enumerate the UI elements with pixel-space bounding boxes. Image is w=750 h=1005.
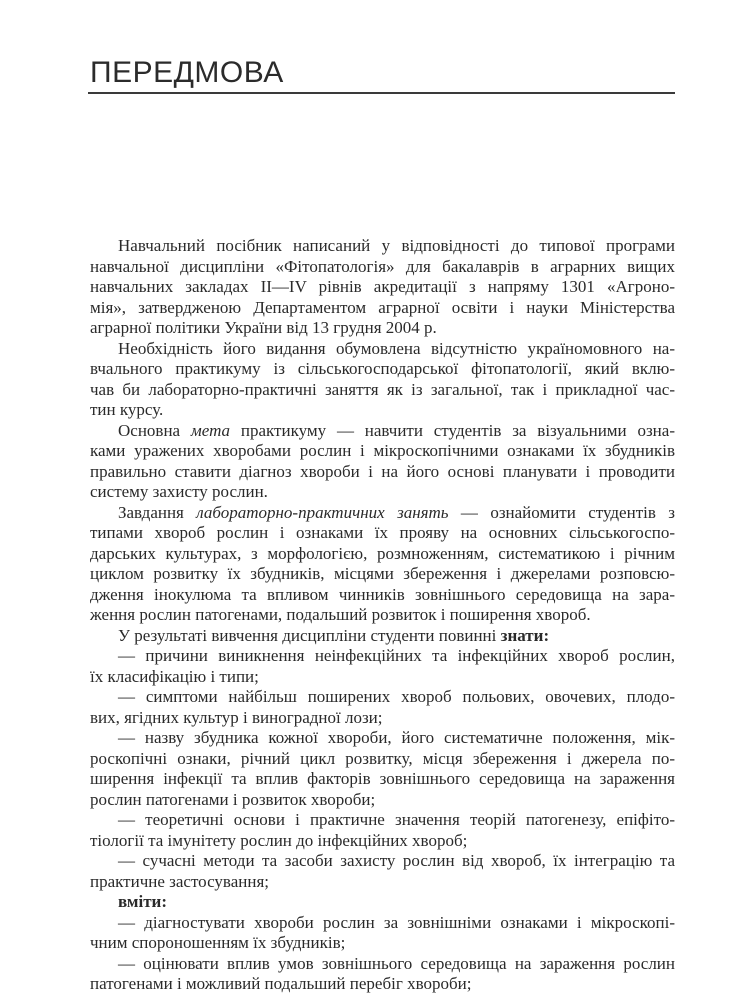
text-line: роскопічні ознаки, річний цикл розвитку, місця збереження і джерела по- bbox=[90, 748, 675, 768]
text-run: Основна bbox=[118, 420, 191, 440]
be-able-heading bbox=[90, 892, 675, 913]
page-title: ПЕРЕДМОВА bbox=[90, 56, 284, 89]
text-line: — діагностувати хвороби рослин за зовнішніми ознаками і мікроскопі- bbox=[118, 912, 675, 932]
text-line: вих, ягідних культур і виноградної лози; bbox=[90, 707, 383, 727]
text-line: Необхідність його видання обумовлена відсутністю україномовного на- bbox=[118, 338, 675, 358]
text-line: правильно ставити діагноз хвороби і на його основі планувати і проводити bbox=[90, 461, 675, 481]
list-item bbox=[90, 646, 675, 687]
list-item bbox=[90, 728, 675, 810]
text-run: — ознайомити студентів з bbox=[448, 502, 675, 522]
text-line: тіології та імунітету рослин до інфекційних хвороб; bbox=[90, 830, 468, 850]
text-line: систему захисту рослин. bbox=[90, 482, 268, 501]
paragraph-goal bbox=[90, 421, 675, 503]
paragraph-necessity bbox=[90, 339, 675, 421]
text-line: — симптоми найбільш поширених хвороб польових, овочевих, плодо- bbox=[118, 687, 675, 706]
text-line: ширення інфекції та вплив факторів зовнішнього середовища на зараження bbox=[90, 769, 675, 788]
paragraph-results bbox=[90, 626, 675, 647]
know-list bbox=[90, 646, 675, 892]
list-item bbox=[90, 851, 675, 892]
text-run: У результаті вивчення дисципліни студенти повинні bbox=[118, 625, 501, 645]
text-line: чав би лабораторно-практичні заняття як із загальної, так і прикладної час- bbox=[90, 379, 675, 399]
list-item bbox=[90, 810, 675, 851]
text-run: Завдання bbox=[118, 502, 197, 522]
text-line: дарських культурах, з морфологією, розмноженням, систематикою і річним bbox=[90, 543, 675, 563]
text-line: мія», затвердженою Департаментом аграрної освіти і науки Міністерства bbox=[90, 297, 675, 317]
text-line bbox=[90, 421, 675, 442]
text-line: циклом розвитку їх збудників, місцями збереження і джерелами розповсю- bbox=[90, 564, 675, 583]
bold-be-able-label: вміти: bbox=[118, 892, 167, 911]
text-line: Навчальний посібник написаний у відповідності до типової програми bbox=[118, 236, 675, 255]
text-line: патогенами і можливий подальший перебіг хвороби; bbox=[90, 974, 472, 993]
text-line: типами хвороб рослин і ознаками їх прояву на основних сільськогоспо- bbox=[90, 523, 675, 542]
text-line: дження інокулюма та впливом чинників зовнішнього середовища на зара- bbox=[90, 584, 675, 604]
text-line: їх класифікацію і типи; bbox=[90, 666, 259, 686]
list-item bbox=[90, 954, 675, 995]
preface-body bbox=[90, 236, 675, 995]
text-line: вчального практикуму із сільськогосподарської фітопатології, який вклю- bbox=[90, 359, 675, 378]
text-line: — теоретичні основи і практичне значення теорій патогенезу, епіфіто- bbox=[118, 810, 675, 829]
text-line: ками уражених хворобами рослин і мікроскопічними ознаками їх збудників bbox=[90, 441, 675, 460]
emphasis-goal: мета bbox=[190, 420, 231, 440]
list-item bbox=[90, 687, 675, 728]
bold-know-label: знати: bbox=[500, 625, 550, 645]
text-run: практикуму — навчити студентів за візуальними озна- bbox=[230, 420, 675, 440]
text-line bbox=[90, 626, 675, 647]
text-line: тин курсу. bbox=[90, 400, 164, 419]
text-line: — оцінювати вплив умов зовнішнього середовища на зараження рослин bbox=[118, 953, 675, 973]
text-line: ження рослин патогенами, подальший розвиток і поширення хвороб. bbox=[90, 605, 591, 624]
be-able-list bbox=[90, 913, 675, 995]
emphasis-lab-practical: лабораторно-практичних занять bbox=[196, 502, 449, 522]
text-line: навчальних закладах II—IV рівнів акредитації з напряму 1301 «Агроно- bbox=[90, 277, 675, 296]
text-line: — причини виникнення неінфекційних та інфекційних хвороб рослин, bbox=[118, 646, 675, 665]
text-line: рослин патогенами і розвиток хвороби; bbox=[90, 789, 376, 809]
paragraph-tasks bbox=[90, 503, 675, 626]
text-line: аграрної політики України від 13 грудня 2004 р. bbox=[90, 318, 437, 337]
text-line: — назву збудника кожної хвороби, його систематичне положення, мік- bbox=[118, 728, 675, 747]
list-item bbox=[90, 913, 675, 954]
text-line: практичне застосування; bbox=[90, 871, 269, 891]
text-line: — сучасні методи та засоби захисту рослин від хвороб, їх інтеграцію та bbox=[118, 851, 675, 870]
text-line: навчальної дисципліни «Фітопатологія» для бакалаврів в аграрних вищих bbox=[90, 256, 675, 276]
paragraph-intro bbox=[90, 236, 675, 339]
text-line bbox=[90, 503, 675, 524]
title-rule bbox=[88, 92, 675, 94]
text-line: чним спороношенням їх збудників; bbox=[90, 933, 346, 952]
